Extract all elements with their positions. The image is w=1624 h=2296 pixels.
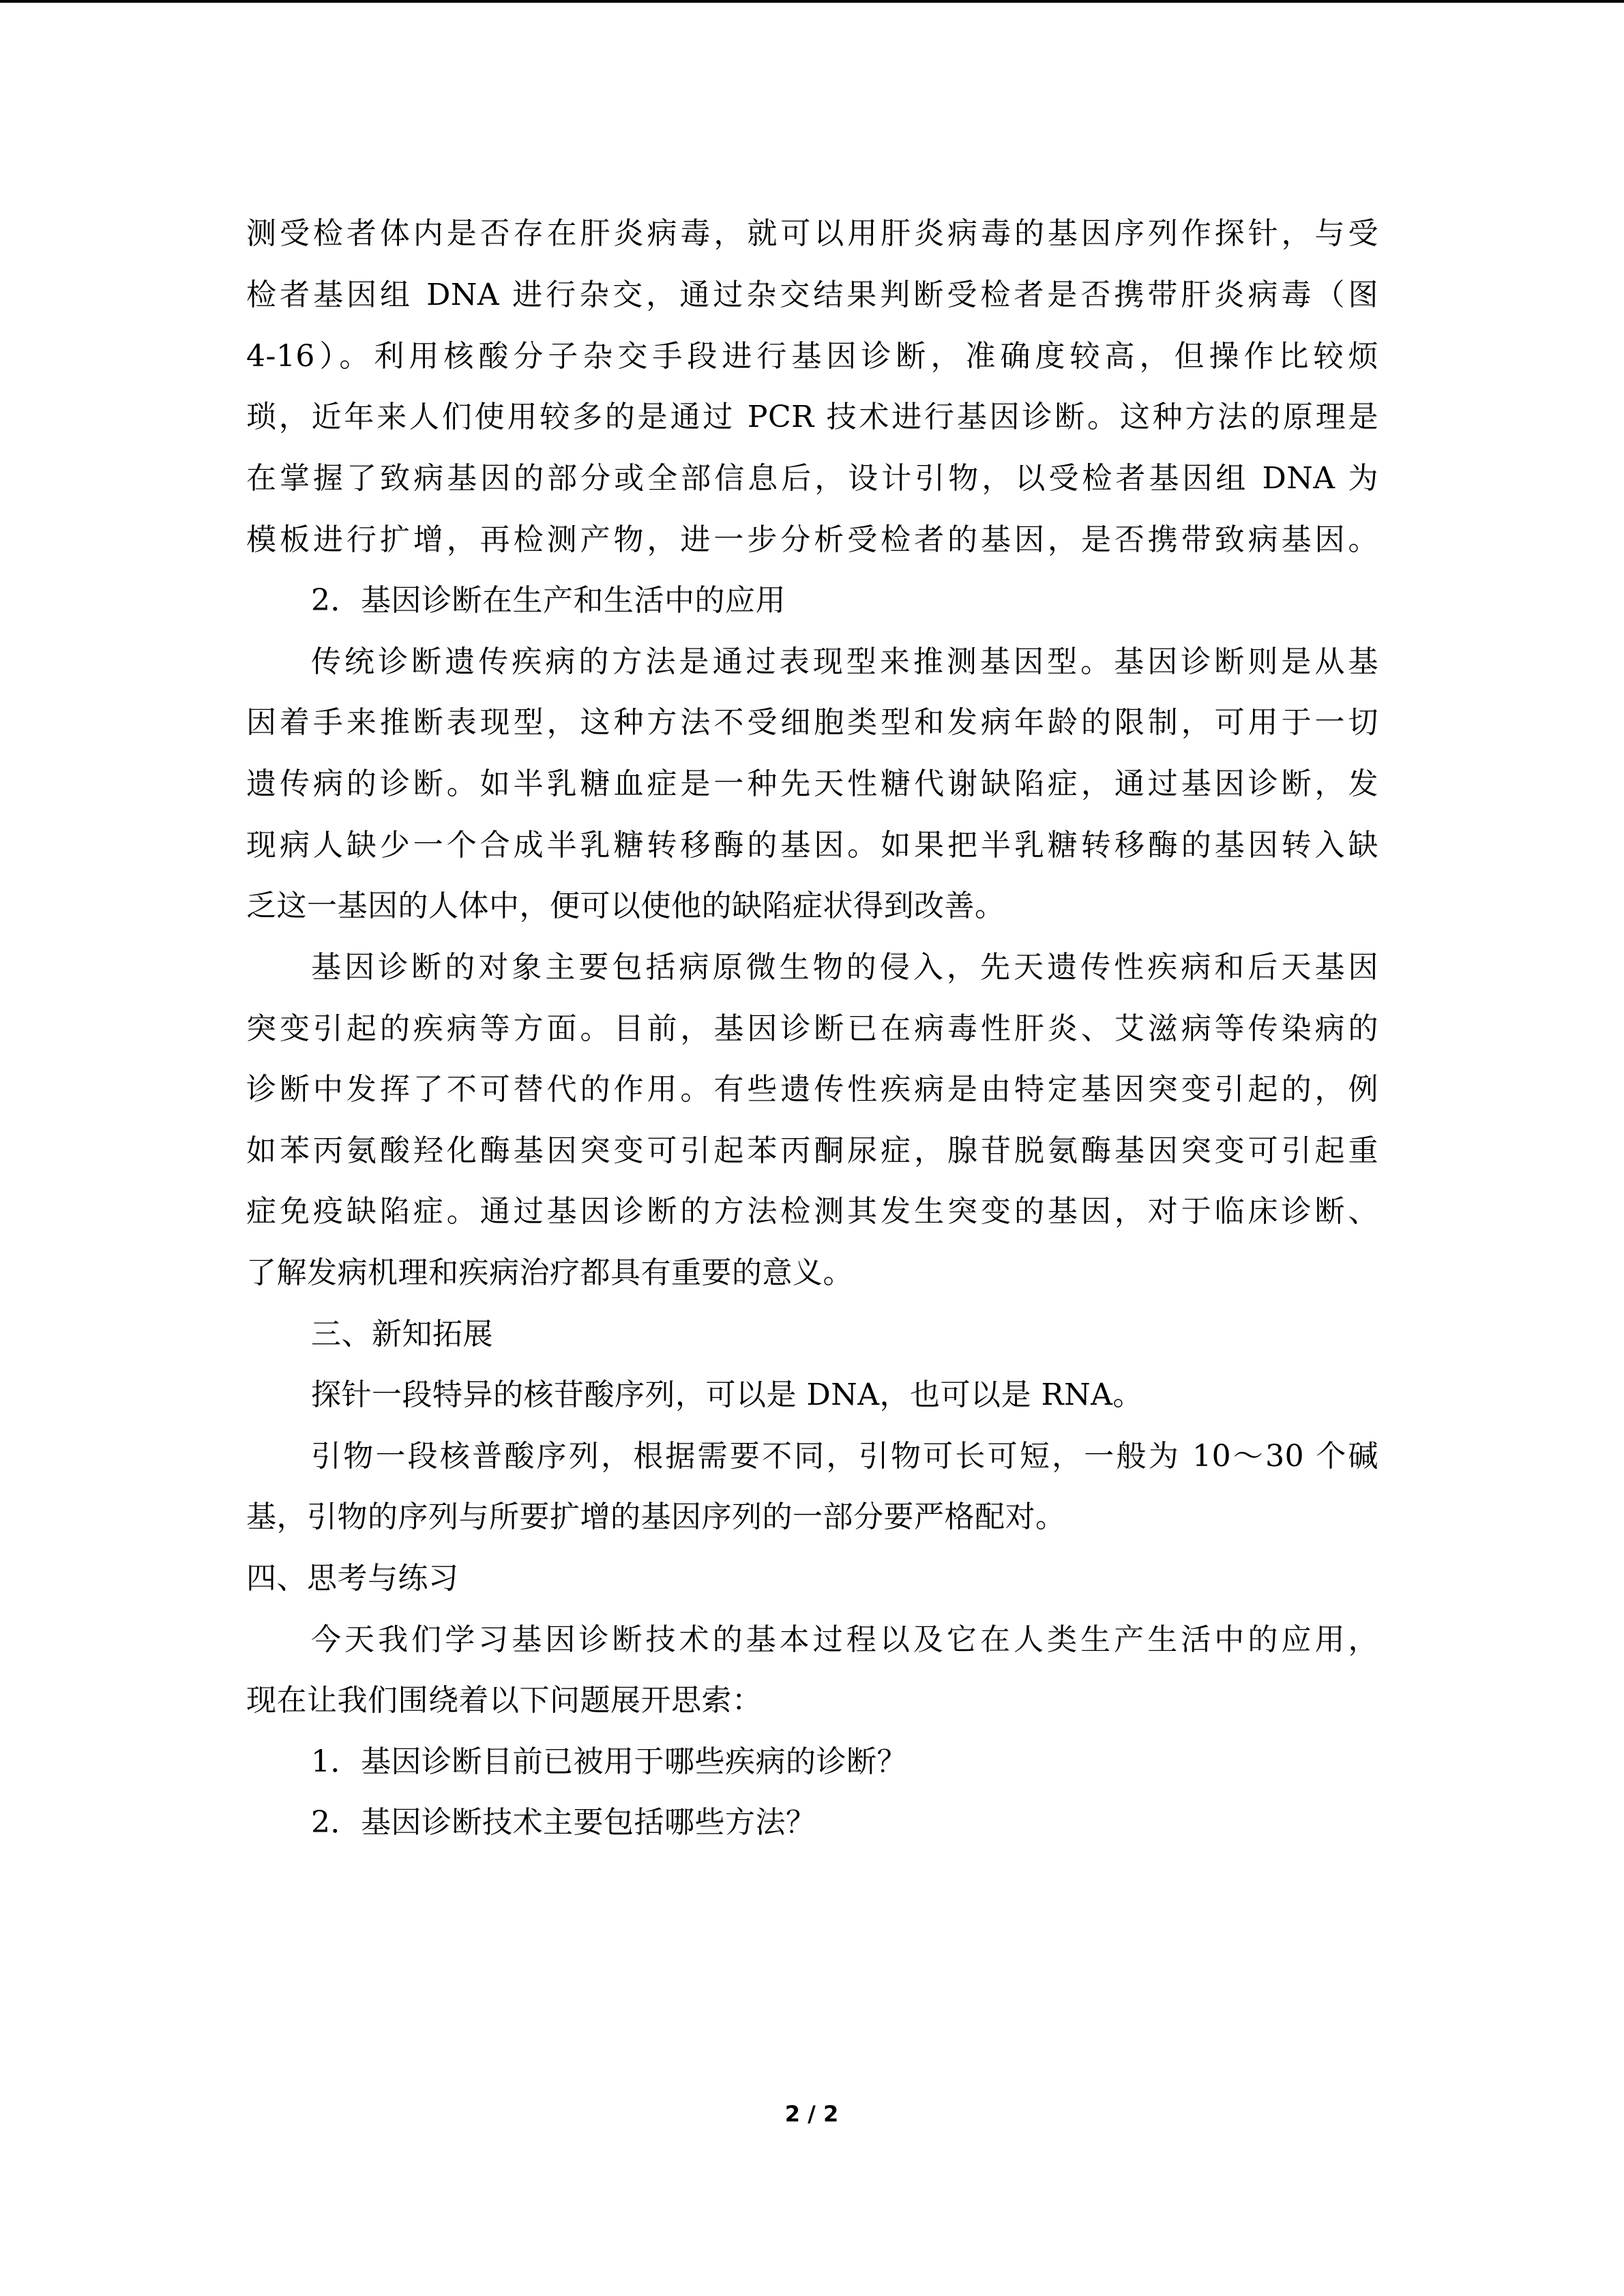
text-line: 乏这一基因的人体中，便可以使他的缺陷症状得到改善。: [246, 889, 1005, 923]
text-line: 了解发病机理和疾病治疗都具有重要的意义。: [246, 1255, 853, 1290]
text-line: 诊断中发挥了不可替代的作用。有些遗传性疾病是由特定基因突变引起的，例: [246, 1072, 1378, 1107]
text-line: 基，引物的序列与所要扩增的基因序列的一部分要严格配对。: [246, 1500, 1066, 1534]
section-subheading: 2．基因诊断在生产和生活中的应用: [311, 583, 786, 618]
text-line: 遗传病的诊断。如半乳糖血症是一种先天性糖代谢缺陷症，通过基因诊断，发: [246, 766, 1378, 801]
text-line: 4-16）。利用核酸分子杂交手段进行基因诊断，准确度较高，但操作比较烦: [246, 339, 1378, 374]
page-number: 2 / 2: [784, 2101, 839, 2127]
text-line: 传统诊断遗传疾病的方法是通过表现型来推测基因型。基因诊断则是从基: [311, 644, 1378, 679]
text-line: 症免疫缺陷症。通过基因诊断的方法检测其发生突变的基因，对于临床诊断、: [246, 1194, 1378, 1229]
text-line: 检者基因组 DNA 进行杂交，通过杂交结果判断受检者是否携带肝炎病毒（图: [246, 278, 1378, 312]
question-item: 1．基因诊断目前已被用于哪些疾病的诊断？: [311, 1744, 907, 1779]
text-line: 今天我们学习基因诊断技术的基本过程以及它在人类生产生活中的应用，: [311, 1622, 1378, 1657]
question-item: 2．基因诊断技术主要包括哪些方法？: [311, 1805, 816, 1840]
text-line: 探针一段特异的核苷酸序列，可以是 DNA，也可以是 RNA。: [311, 1377, 1143, 1412]
text-line: 基因诊断的对象主要包括病原微生物的侵入，先天遗传性疾病和后天基因: [311, 950, 1378, 985]
text-line: 因着手来推断表现型，这种方法不受细胞类型和发病年龄的限制，可用于一切: [246, 705, 1378, 740]
text-line: 引物一段核普酸序列，根据需要不同，引物可长可短，一般为 10～30 个碱: [311, 1439, 1378, 1474]
text-line: 琐，近年来人们使用较多的是通过 PCR 技术进行基因诊断。这种方法的原理是: [246, 400, 1378, 434]
text-line: 如苯丙氨酸羟化酶基因突变可引起苯丙酮尿症，腺苷脱氨酶基因突变可引起重: [246, 1133, 1378, 1168]
text-line: 在掌握了致病基因的部分或全部信息后，设计引物，以受检者基因组 DNA 为: [246, 461, 1378, 496]
text-line: 模板进行扩增，再检测产物，进一步分析受检者的基因，是否携带致病基因。: [246, 522, 1378, 557]
text-line: 测受检者体内是否存在肝炎病毒，就可以用肝炎病毒的基因序列作探针，与受: [246, 216, 1378, 251]
section-heading: 三、新知拓展: [311, 1317, 493, 1352]
section-heading: 四、思考与练习: [246, 1561, 459, 1596]
text-line: 现在让我们围绕着以下问题展开思索：: [246, 1683, 763, 1718]
text-line: 突变引起的疾病等方面。目前，基因诊断已在病毒性肝炎、艾滋病等传染病的: [246, 1011, 1378, 1046]
text-line: 现病人缺少一个合成半乳糖转移酶的基因。如果把半乳糖转移酶的基因转入缺: [246, 828, 1378, 863]
